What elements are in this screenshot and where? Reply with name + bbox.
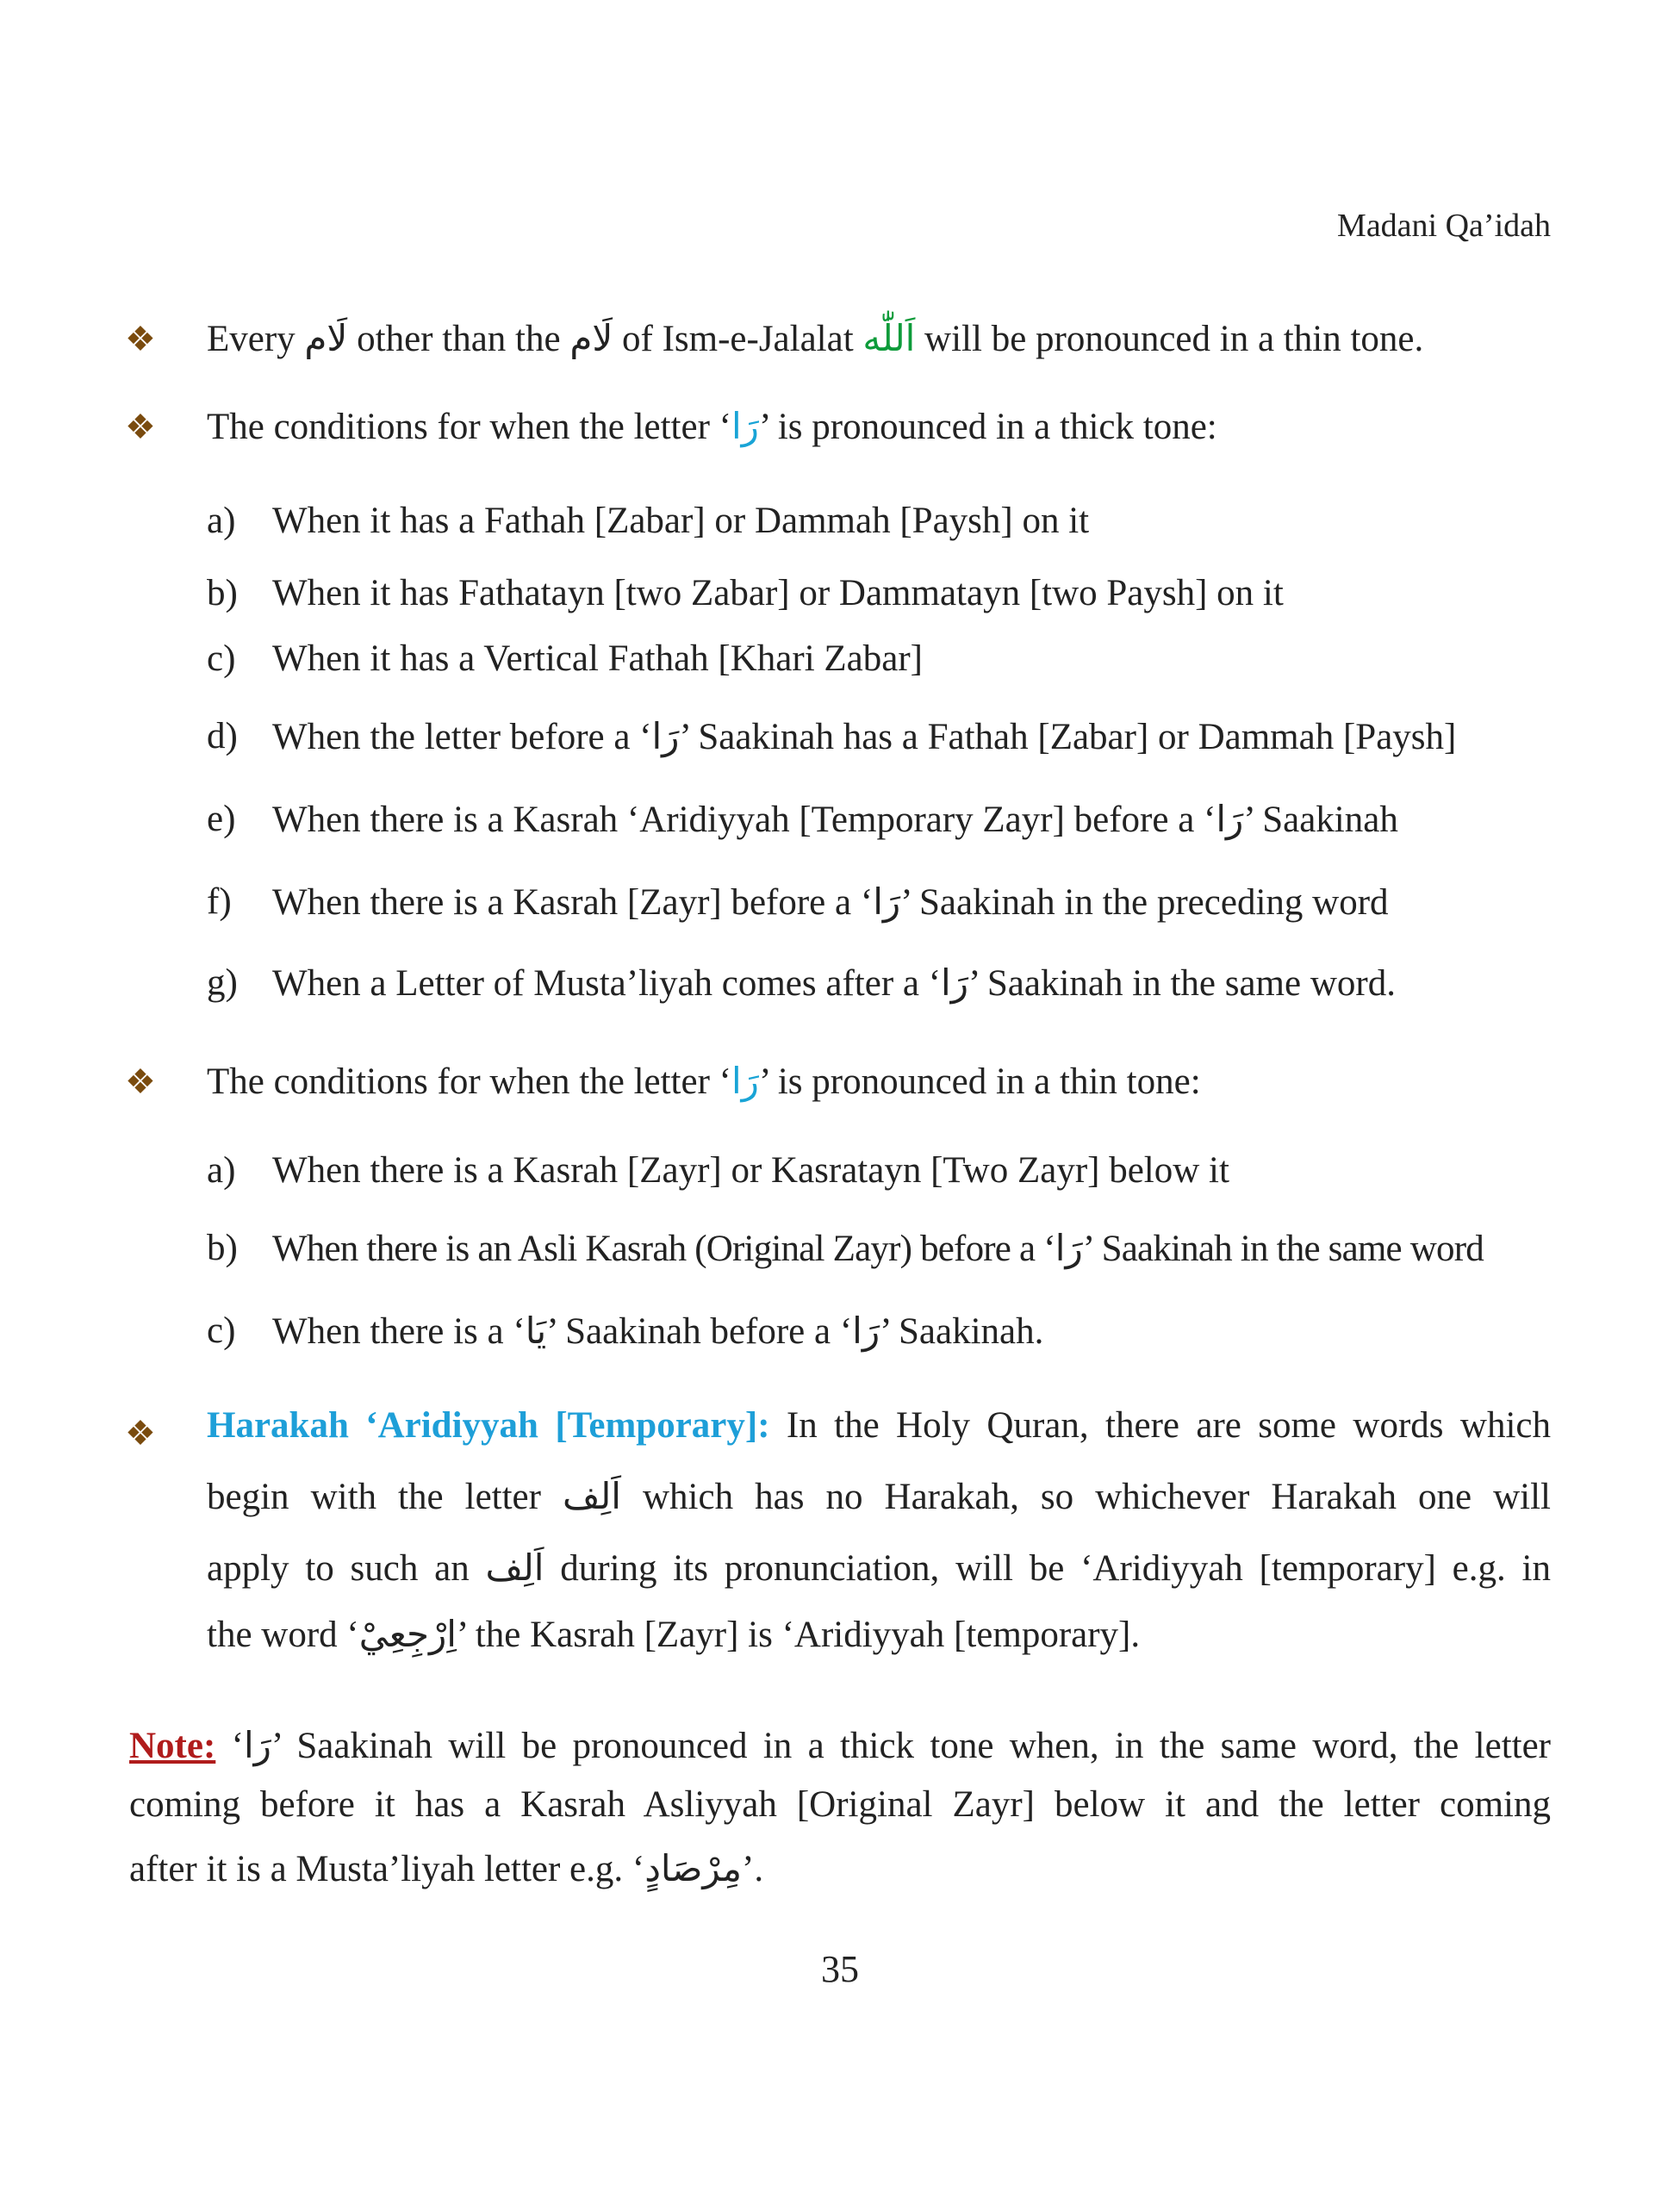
list-item-text: When there is a Kasrah [Zayr] before a ‘ (272, 882, 874, 923)
list-item-letter: c) (207, 638, 236, 679)
list-item-letter: g) (207, 962, 238, 1003)
paragraph-text: which has no Harakah, so whichever Harakah one will (620, 1477, 1552, 1517)
paragraph-text: ‘ (215, 1726, 244, 1766)
list-item-text: ’ Saakinah has a Fathah [Zabar] or Dammah [Paysh] (679, 717, 1457, 757)
bullet-diamond-icon: ❖ (125, 1062, 156, 1101)
list-item-thick-e (272, 798, 1398, 841)
paragraph-text: apply to such an (207, 1548, 486, 1589)
list-item-text: When there is a Kasrah [Zayr] or Kasratayn [Two Zayr] below it (272, 1150, 1229, 1191)
list-item-thick-f (272, 881, 1389, 924)
arabic-ra: رَا (1055, 1227, 1083, 1269)
arabic-ra: رَا (941, 962, 968, 1004)
bullet-diamond-icon: ❖ (125, 408, 156, 446)
arabic-ra: رَا (852, 1310, 880, 1352)
list-item-thick-d (272, 715, 1456, 758)
arabic-mirsaad: مِرْصَادٍ (644, 1847, 743, 1889)
list-item-text: When it has Fathatayn [two Zabar] or Dammatayn [two Paysh] on it (272, 573, 1284, 613)
list-item-letter: a) (207, 1150, 236, 1191)
bullet-lam-text-1: Every (207, 319, 305, 359)
list-item-thick-g (272, 962, 1396, 1005)
list-item-thick-b (272, 572, 1284, 614)
bullet-lam-rule (207, 317, 1551, 360)
paragraph-text: during its pronunciation, will be ‘Aridiyyah [temporary] e.g. in (544, 1548, 1551, 1589)
bullet-thin-text-2: ’ is pronounced in a thin tone: (758, 1061, 1201, 1102)
page-number: 35 (821, 1948, 859, 1990)
list-item-letter: b) (207, 1228, 238, 1268)
paragraph-line (207, 1391, 1551, 1461)
paragraph-text: begin with the letter (207, 1477, 563, 1517)
page-header-title: Madani Qa’idah (1337, 208, 1551, 244)
list-item-text: When there is an Asli Kasrah (Original Zayr) before a ‘ (272, 1229, 1055, 1269)
list-item-letter: f) (207, 881, 232, 922)
list-item-thick-c (272, 638, 923, 680)
arabic-irjii: اِرْجِعِيْ (358, 1613, 457, 1655)
paragraph-line (129, 1776, 1551, 1834)
bullet-thick-text-1: The conditions for when the letter ‘ (207, 407, 731, 447)
list-item-text: When the letter before a ‘ (272, 717, 652, 757)
arabic-ya: يَا (525, 1310, 547, 1352)
paragraph-line (207, 1604, 1551, 1665)
paragraph-text: ’. (742, 1849, 764, 1889)
arabic-ra: رَا (731, 1060, 759, 1102)
paragraph-text: coming before it has a Kasrah Asliyyah [Original Zayr] below it and the letter coming (129, 1784, 1551, 1825)
paragraph-text: ’ the Kasrah [Zayr] is ‘Aridiyyah [temporary]. (456, 1615, 1141, 1655)
list-item-letter: c) (207, 1310, 236, 1351)
arabic-ra: رَا (873, 881, 901, 923)
paragraph-text: In the Holy Quran, there are some words which (769, 1405, 1551, 1446)
list-item-thick-a (272, 500, 1089, 542)
harakah-aridiyyah-label: Harakah ‘Aridiyyah [Temporary]: (207, 1405, 770, 1446)
arabic-lam-2: لَام (569, 317, 613, 359)
list-item-letter: a) (207, 501, 236, 541)
note-label: Note: (129, 1726, 216, 1766)
list-item-thin-a (272, 1149, 1229, 1192)
list-item-text: ’ Saakinah before a ‘ (546, 1311, 853, 1352)
bullet-thick-text-2: ’ is pronounced in a thick tone: (758, 407, 1217, 447)
list-item-text: ’ Saakinah. (880, 1311, 1044, 1352)
bullet-diamond-icon: ❖ (125, 1414, 156, 1453)
paragraph-line (207, 1533, 1551, 1604)
bullet-diamond-icon: ❖ (125, 320, 156, 358)
list-item-text: When there is a ‘ (272, 1311, 526, 1352)
arabic-allah: اَللّٰه (862, 317, 916, 359)
arabic-ra: رَا (731, 405, 759, 447)
arabic-alif: اَلِف (485, 1547, 544, 1589)
arabic-ra: رَا (651, 715, 680, 757)
bullet-thick-tone-heading (207, 405, 1551, 448)
list-item-text: ’ Saakinah (1243, 800, 1398, 840)
arabic-ra: رَا (1216, 798, 1244, 840)
arabic-lam-1: لَام (304, 317, 348, 359)
list-item-thin-b (272, 1227, 1484, 1270)
paragraph-line (207, 1461, 1551, 1533)
list-item-letter: b) (207, 573, 238, 613)
paragraph-text: after it is a Musta’liyah letter e.g. ‘ (129, 1849, 645, 1889)
arabic-alif: اَلِف (563, 1475, 621, 1517)
arabic-ra: رَا (243, 1724, 271, 1766)
bullet-lam-text-3: of Ism-e-Jalalat (613, 319, 863, 359)
list-item-thin-c (272, 1310, 1043, 1353)
bullet-thin-tone-heading (207, 1060, 1551, 1103)
paragraph-text: ’ Saakinah will be pronounced in a thick tone when, in the same word, the letter (271, 1726, 1551, 1766)
note-paragraph (129, 1716, 1551, 1904)
list-item-text: When there is a Kasrah ‘Aridiyyah [Temporary Zayr] before a ‘ (272, 800, 1216, 840)
paragraph-line (129, 1834, 1551, 1904)
list-item-text: When a Letter of Musta’liyah comes after a ‘ (272, 963, 942, 1004)
list-item-letter: e) (207, 799, 236, 839)
bullet-thin-text-1: The conditions for when the letter ‘ (207, 1061, 731, 1102)
list-item-text: ’ Saakinah in the same word (1082, 1229, 1484, 1269)
bullet-lam-text-4: will be pronounced in a thin tone. (915, 319, 1424, 359)
paragraph-text: the word ‘ (207, 1615, 359, 1655)
list-item-text: ’ Saakinah in the same word. (968, 963, 1396, 1004)
harakah-aridiyyah-paragraph (207, 1391, 1551, 1665)
list-item-text: ’ Saakinah in the preceding word (900, 882, 1389, 923)
bullet-lam-text-2: other than the (347, 319, 570, 359)
paragraph-line (129, 1716, 1551, 1776)
list-item-text: When it has a Vertical Fathah [Khari Zabar] (272, 638, 923, 679)
list-item-text: When it has a Fathah [Zabar] or Dammah [Paysh] on it (272, 501, 1090, 541)
list-item-letter: d) (207, 716, 238, 756)
